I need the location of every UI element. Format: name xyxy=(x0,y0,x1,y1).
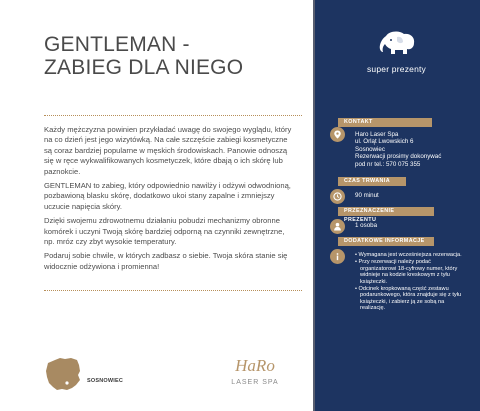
info-icon xyxy=(330,249,345,264)
section-header-recipients: PRZEZNACZENIE PREZENTU xyxy=(338,207,434,216)
description-text xyxy=(44,125,296,276)
person-icon xyxy=(330,219,345,234)
paragraph: GENTLEMAN to zabieg, który odpowiednio nawilży i odżywi odwodnioną, pozbawioną blasku skórę, dodatkowo ukoi stany zapalne i zmniejszy uczucie napięcia skóry. xyxy=(44,181,291,211)
dotted-divider-top xyxy=(44,115,302,116)
location-pin-icon xyxy=(330,127,345,142)
dotted-divider-bottom xyxy=(44,290,302,291)
list-item: • Przy rezerwacji należy podać organizatorowi 18-cyfrowy numer, który widnieje na kodzie kreskowym z tyłu książeczki. xyxy=(355,259,458,285)
clock-icon xyxy=(330,189,345,204)
recipients-value: 1 osoba xyxy=(355,222,378,229)
paragraph: Podaruj sobie chwile, w których zadbasz o siebie. Twoja skóra stanie się widocznie odżywiona i promienna! xyxy=(44,251,288,271)
title-line-1: GENTLEMAN - xyxy=(44,33,190,56)
section-header-contact: KONTAKT xyxy=(338,118,432,127)
haro-laser-spa-logo xyxy=(229,347,281,391)
additional-info-list xyxy=(355,252,465,312)
contact-line: ul. Orląt Lwowskich 6 xyxy=(355,138,414,146)
duration-value: 90 minut xyxy=(355,192,379,199)
contact-line: Sosnowiec xyxy=(355,145,385,153)
contact-line: Haro Laser Spa xyxy=(355,131,399,138)
section-header-additional-info: DODATKOWE INFORMACJE xyxy=(338,237,434,246)
brand-block xyxy=(313,30,480,74)
paragraph: Dzięki swojemu zdrowotnemu działaniu pobudzi mechanizmy obronne komórek i uczyni Twoją skórę bardziej odporną na czynniki zewnętrzne, np. mróz czy zbyt wysokie temperatury. xyxy=(44,216,285,247)
svg-text:LASER SPA: LASER SPA xyxy=(231,379,279,386)
page-title xyxy=(44,33,294,79)
contact-details xyxy=(355,131,475,168)
poland-map-icon xyxy=(43,354,83,394)
location-label: SOSNOWIEC xyxy=(87,378,124,384)
paragraph: Każdy mężczyzna powinien przykładać uwagę do swojego wyglądu, który na co dzień jest jego wizytówką. Na całe szczęście zabiegi kosmetyczne są coraz bardziej popularne w męskich środowiskach. Panowie odnoszą się w ręce wykwalifikowanych kosmetyczek, które dbają o ich skórę lub paznokcie. xyxy=(44,125,292,176)
brand-name: super prezenty xyxy=(366,64,427,74)
contact-line: pod nr tel.: 570 075 355 xyxy=(355,160,421,168)
elephant-icon xyxy=(377,30,417,58)
section-header-duration: CZAS TRWANIA xyxy=(338,177,406,186)
svg-text:HaRo: HaRo xyxy=(235,356,275,375)
list-item: • Wymagana jest wcześniejsza rezerwacja. xyxy=(355,252,462,258)
list-item: • Odcinek kropkowaną część zestawu podarunkowego, która znajduje się z tyłu książeczki, i zabierz ją ze sobą na realizację. xyxy=(355,285,462,311)
title-line-2: ZABIEG DLA NIEGO xyxy=(44,56,244,79)
contact-line: Rezerwacji prosimy dokonywać xyxy=(355,153,442,161)
